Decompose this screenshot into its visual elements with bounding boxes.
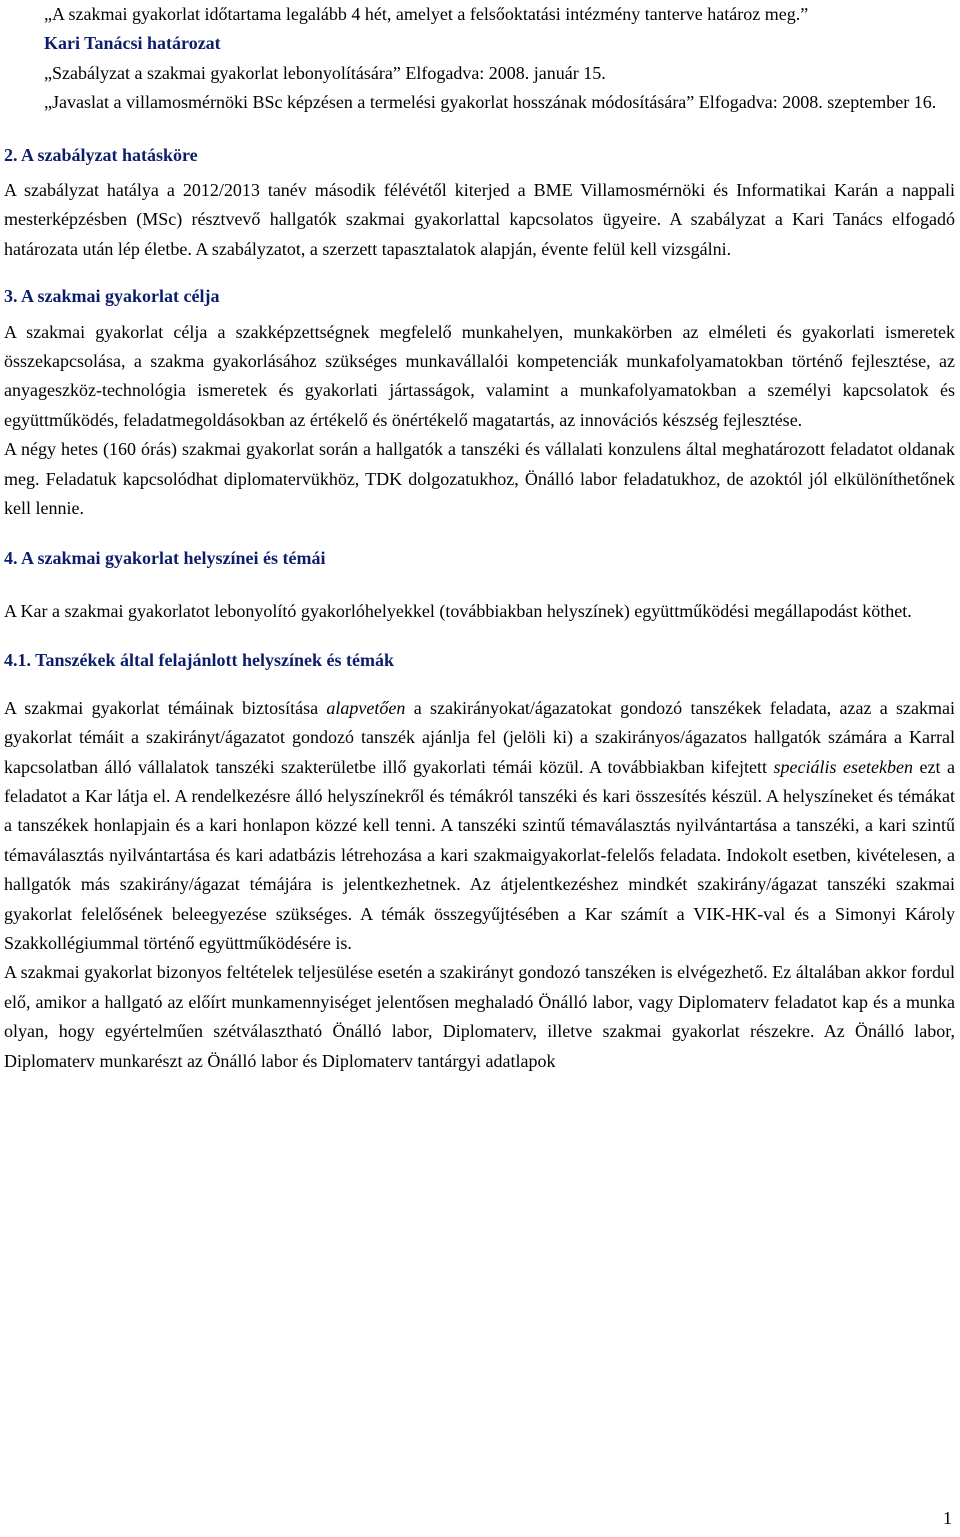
section-3-paragraph-2: A négy hetes (160 órás) szakmai gyakorlat során a hallgatók a tanszéki és vállalati konzulens által meghatározott feladatot oldanak meg. Feladatuk kapcsolódhat diplomatervükhöz, TDK dolgozatukhoz, Önálló labor feladatukhoz, de azoktól jól elkülöníthetőnek kell lennie.: [4, 439, 955, 519]
intro-quote: „A szakmai gyakorlat időtartama legalább 4 hét, amelyet a felsőoktatási intézmény tanterve határoz meg.”: [44, 4, 809, 24]
section-4-1-paragraph-2: A szakmai gyakorlat bizonyos feltételek teljesülése esetén a szakirányt gondozó tanszéken is elvégezhető. Ez általában akkor fordul elő, amikor a hallgató az előírt munkamennyiséget jelentősen meghaladó Önálló labor, vagy Diplomaterv feladatot kap és a munka olyan, hogy egyértelműen szétválasztható Önálló labor, Diplomaterv, illetve szakmai gyakorlat részekre. Az Önálló labor, Diplomaterv munkarészt az Önálló labor és Diplomaterv tantárgyi adatlapok: [4, 962, 955, 1071]
section-2-heading: 2. A szabályzat hatásköre: [4, 144, 198, 165]
section-4-1-heading: 4.1. Tanszékek által felajánlott helyszínek és témák: [4, 650, 394, 671]
section-4-1-paragraph-1: [4, 694, 955, 959]
section-2-paragraph: A szabályzat hatálya a 2012/2013 tanév második félévétől kiterjed a BME Villamosmérnöki és Informatikai Karán a nappali mesterképzésben (MSc) résztvevő hallgatók szakmai gyakorlattal kapcsolatos ügyeire. A szabályzat a Kari Tanács elfogadó határozata után lép életbe. A szabályzatot, a szerzett tapasztalatok alapján, évente felül kell vizsgálni.: [4, 180, 955, 259]
emphasis-alapvetoen: alapvetően: [326, 697, 406, 718]
section-4-paragraph: A Kar a szakmai gyakorlatot lebonyolító gyakorlóhelyekkel (továbbiakban helyszínek) együttműködési megállapodást köthet.: [4, 600, 912, 621]
document-page: [4, 0, 955, 1076]
text-run: A szakmai gyakorlat témáinak biztosítása: [4, 697, 327, 718]
section-3-heading: 3. A szakmai gyakorlat célja: [4, 286, 220, 307]
page-number: 1: [943, 1508, 952, 1528]
section-3-paragraph-1: A szakmai gyakorlat célja a szakképzettségnek megfelelő munkahelyen, munkakörben az elméleti és gyakorlati ismeretek összekapcsolása, a szakma gyakorlásához szükséges munkavállalói kompetenciák munkafolyamatokban történő fejlesztése, az anyageszköz-technológia ismeretek és gyakorlati jártasságok, valamint a munkafolyamatokban a személyi kapcsolatok és együttműködés, feladatmegoldásokban az értékelő és önértékelő magatartás, az innovációs készség fejlesztése.: [4, 321, 955, 430]
section-4-heading: 4. A szakmai gyakorlat helyszínei és témái: [4, 547, 326, 568]
text-run: a szakirányokat/ágazatokat gondozó tanszékek feladata, azaz a szakmai gyakorlat témáit a szakirányt/ágazatot gondozó tanszék ajánlja fel (jelöli ki) a szakirányos/ágazatos hallgatók számára a Karral kapcsolatban álló vállalatok tanszéki szakterületbe illő gyakorlati témái közül. A továbbiakban kifejtett: [4, 697, 955, 777]
emphasis-specialis-esetekben: speciális esetekben: [773, 756, 913, 777]
decision-1: „Szabályzat a szakmai gyakorlat lebonyolítására” Elfogadva: 2008. január 15.: [44, 62, 606, 83]
decision-2: „Javaslat a villamosmérnöki BSc képzésen a termelési gyakorlat hosszának módosítására” Elfogadva: 2008. szeptember 16.: [44, 92, 937, 113]
council-heading: Kari Tanácsi határozat: [44, 33, 221, 54]
text-run: ezt a feladatot a Kar látja el. A rendelkezésre álló helyszínekről és témákról tanszéki és kari összesítés készül. A helyszíneket és témákat a tanszékek honlapjain és a kari honlapon közzé kell tenni. A tanszéki szintű témaválasztás nyilvántartása a tanszéki, a kari szintű témaválasztás nyilvántartása és kari adatbázis létrehozása a kari szakmaigyakorlat-felelős feladata. Indokolt esetben, kivételesen, a hallgatók más szakirány/ágazat témájára is jelentkezhetnek. Az átjelentkezéshez mindkét szakirány/ágazat tanszéki szakmai gyakorlat felelősének beleegyezése szükséges. A témák összegyűjtésében a Kar számít a VIK-HK-val és a Simonyi Károly Szakkollégiummal történő együttműködésére is.: [4, 756, 955, 953]
